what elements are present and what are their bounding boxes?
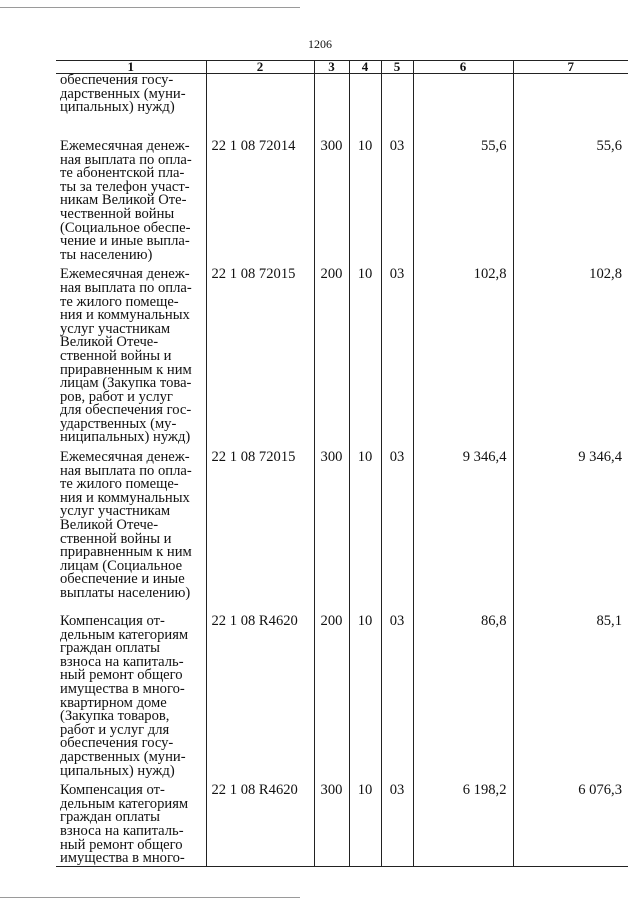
column-header-1: 1 [56,61,206,74]
name-line: ниципальных) нужд) [60,429,191,446]
name-line: дельным категориям [60,795,189,812]
name-line: чение и иные выпла- [60,233,190,250]
name-line: обеспечения госу- [60,735,174,752]
sum-col6-cell: 6 198,2 [413,778,513,867]
vr-code-cell: 300 [314,134,349,262]
name-line: ный ремонт общего [60,836,183,853]
name-line: (Социальное обеспе- [60,219,191,236]
name-line: Ежемесячная денеж- [60,138,190,154]
name-line: работ и услуг для [60,721,170,738]
sum-col7-cell: 9 346,4 [513,445,628,609]
vr-code-cell: 300 [314,445,349,609]
name-line: обеспечения госу- [60,73,174,88]
name-line: Великой Отече- [60,517,159,534]
csr-code-cell: 22 1 08 72015 [206,445,314,609]
name-line: приравненным к ним [60,544,192,561]
name-line: никам Великой Оте- [60,192,187,209]
csr-code-cell: 22 1 08 72015 [206,262,314,445]
page-number: 1206 [308,37,332,51]
table-header-row [56,61,628,74]
row-name-cell [56,609,206,778]
name-line: ударственных (му- [60,415,177,432]
name-line: дарственных (муни- [60,749,186,765]
name-line: Компенсация от- [60,613,165,630]
sum-col6-cell: 9 346,4 [413,445,513,609]
name-line: имущества в много- [60,850,185,867]
table-row [56,445,628,609]
table-row-continuation [56,74,628,135]
row-name-cell [56,74,206,135]
name-line: выплаты населению) [60,585,191,601]
name-line: ния и коммунальных [60,489,190,506]
vr-code-cell: 200 [314,262,349,445]
sum-col6-cell: 102,8 [413,262,513,445]
sum-col7-cell: 85,1 [513,609,628,778]
name-line: квартирном доме [60,694,167,711]
rz-code-cell: 10 [349,134,381,262]
table-row [56,134,628,262]
column-header-4: 4 [349,61,381,74]
sum-col6-cell: 55,6 [413,134,513,262]
name-line: граждан оплаты [60,809,160,826]
name-line: ров, работ и услуг [60,388,173,405]
name-line: взноса на капиталь- [60,822,184,839]
sum-col7-cell: 102,8 [513,262,628,445]
name-line: для обеспечения гос- [60,402,192,419]
name-line: услуг участникам [60,320,171,337]
column-header-5: 5 [381,61,413,74]
name-line: обеспечение и иные [60,571,185,588]
pr-code-cell: 03 [381,445,413,609]
name-line: (Закупка товаров, [60,708,170,725]
row-name-cell [56,445,206,609]
name-line: ты за телефон участ- [60,178,190,195]
sum-col6-cell: 86,8 [413,609,513,778]
name-line: взноса на капиталь- [60,653,184,670]
name-line: ная выплата по опла- [60,151,192,168]
name-line: дельным категориям [60,626,189,643]
rz-code-cell: 10 [349,262,381,445]
column-header-2: 2 [206,61,314,74]
name-line: ципальных) нужд) [60,99,175,116]
pr-code-cell: 03 [381,262,413,445]
name-line: ципальных) нужд) [60,762,175,779]
name-line: ния и коммунальных [60,307,190,324]
page-top-edge [0,7,300,8]
rz-code-cell: 10 [349,778,381,867]
budget-table [56,60,628,867]
page-bottom-edge [0,897,300,898]
name-line: Ежемесячная денеж- [60,449,190,466]
name-line: Компенсация от- [60,782,165,799]
name-line: дарственных (муни- [60,85,186,102]
table-row [56,262,628,445]
pr-code-cell: 03 [381,778,413,867]
name-line: лицам (Социальное [60,557,183,574]
name-line: услуг участникам [60,503,171,520]
pr-code-cell: 03 [381,134,413,262]
name-line: имущества в много- [60,681,185,698]
table-row [56,778,628,867]
sum-col7-cell: 55,6 [513,134,628,262]
name-line: чественной войны [60,205,175,222]
table-row [56,609,628,778]
row-name-cell [56,778,206,867]
vr-code-cell: 300 [314,778,349,867]
vr-code-cell: 200 [314,609,349,778]
csr-code-cell: 22 1 08 72014 [206,134,314,262]
name-line: те жилого помеще- [60,293,179,310]
row-name-cell [56,262,206,445]
name-line: ный ремонт общего [60,667,183,684]
column-header-6: 6 [413,61,513,74]
pr-code-cell: 03 [381,609,413,778]
name-line: те жилого помеще- [60,476,179,493]
name-line: те абонентской пла- [60,165,185,182]
name-line: граждан оплаты [60,640,160,657]
name-line: ственной войны и [60,530,172,547]
name-line: ная выплата по опла- [60,462,192,479]
csr-code-cell: 22 1 08 R4620 [206,609,314,778]
rz-code-cell: 10 [349,445,381,609]
column-header-3: 3 [314,61,349,74]
name-line: ты населению) [60,246,153,263]
name-line: ственной войны и [60,347,172,364]
csr-code-cell: 22 1 08 R4620 [206,778,314,867]
name-line: Великой Отече- [60,334,159,351]
rz-code-cell: 10 [349,609,381,778]
name-line: Ежемесячная денеж- [60,266,190,283]
name-line: ная выплата по опла- [60,279,192,296]
sum-col7-cell: 6 076,3 [513,778,628,867]
column-header-7: 7 [513,61,628,74]
row-name-cell [56,134,206,262]
name-line: приравненным к ним [60,361,192,378]
name-line: лицам (Закупка това- [60,375,192,392]
